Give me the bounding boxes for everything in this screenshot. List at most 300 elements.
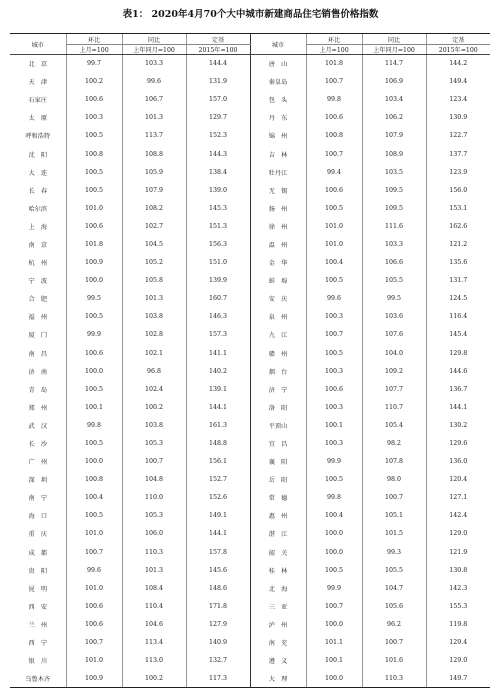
cell-mom: 100.6 <box>66 344 122 362</box>
cell-base: 152.3 <box>186 127 250 145</box>
cell-base: 156.1 <box>186 453 250 471</box>
cell-base: 124.5 <box>426 290 490 308</box>
cell-mom: 100.5 <box>306 471 362 489</box>
cell-mom: 101.8 <box>306 55 362 73</box>
cell-base: 123.4 <box>426 91 490 109</box>
cell-city: 昆 明 <box>28 585 48 593</box>
cell-yoy: 107.7 <box>362 380 426 398</box>
table-row <box>10 290 490 308</box>
cell-mom: 99.6 <box>306 290 362 308</box>
cell-mom: 100.8 <box>66 145 122 163</box>
cell-base: 136.7 <box>426 380 490 398</box>
cell-city: 武 汉 <box>28 422 48 430</box>
cell-city: 秦皇岛 <box>250 73 306 91</box>
table-row <box>10 597 490 615</box>
cell-base: 148.8 <box>186 434 250 452</box>
cell-yoy: 103.3 <box>122 55 186 73</box>
cell-mom: 100.5 <box>66 181 122 199</box>
cell-city: 湛 江 <box>250 525 306 543</box>
cell-mom: 99.8 <box>306 91 362 109</box>
cell-yoy: 104.7 <box>362 579 426 597</box>
table-row <box>10 145 490 163</box>
cell-yoy: 105.5 <box>362 561 426 579</box>
table-row <box>10 634 490 652</box>
cell-city: 洛 阳 <box>250 398 306 416</box>
cell-yoy: 98.2 <box>362 434 426 452</box>
cell-city: 温 州 <box>250 235 306 253</box>
cell-yoy: 102.1 <box>122 344 186 362</box>
cell-yoy: 103.8 <box>122 308 186 326</box>
table-row <box>10 543 490 561</box>
cell-city: 西 安 <box>28 603 48 611</box>
cell-base: 156.3 <box>186 235 250 253</box>
cell-base: 127.9 <box>186 615 250 633</box>
table-row <box>10 163 490 181</box>
cell-mom: 100.0 <box>66 362 122 380</box>
cell-mom: 100.2 <box>66 73 122 91</box>
cell-city: 济 南 <box>28 368 48 376</box>
table-row <box>10 652 490 670</box>
cell-yoy: 105.3 <box>122 507 186 525</box>
cell-city: 南 宁 <box>28 495 48 503</box>
table-row <box>10 434 490 452</box>
cell-city: 杭 州 <box>28 260 48 268</box>
cell-mom: 100.7 <box>306 73 362 91</box>
cell-yoy: 100.7 <box>362 634 426 652</box>
cell-mom: 101.8 <box>66 235 122 253</box>
cell-base: 121.2 <box>426 235 490 253</box>
cell-city: 泉 州 <box>250 308 306 326</box>
cell-city: 常 德 <box>250 489 306 507</box>
cell-mom: 100.1 <box>306 416 362 434</box>
cell-mom: 100.7 <box>306 326 362 344</box>
cell-base: 144.1 <box>426 398 490 416</box>
cell-city: 平顶山 <box>250 416 306 434</box>
table-row <box>10 109 490 127</box>
cell-mom: 100.0 <box>306 615 362 633</box>
cell-city: 襄 阳 <box>250 453 306 471</box>
cell-city: 南 充 <box>250 634 306 652</box>
table-row <box>10 380 490 398</box>
cell-city: 福 州 <box>28 314 48 322</box>
cell-city: 兰 州 <box>28 621 48 629</box>
table-row <box>10 326 490 344</box>
cell-mom: 100.5 <box>306 344 362 362</box>
cell-base: 129.0 <box>426 652 490 670</box>
cell-base: 139.1 <box>186 380 250 398</box>
cell-yoy: 102.7 <box>122 217 186 235</box>
cell-yoy: 106.9 <box>362 73 426 91</box>
cell-mom: 101.0 <box>66 579 122 597</box>
cell-base: 144.2 <box>426 55 490 73</box>
cell-base: 157.3 <box>186 326 250 344</box>
cell-mom: 99.5 <box>66 290 122 308</box>
cell-yoy: 102.8 <box>122 326 186 344</box>
cell-city: 合 肥 <box>28 296 48 304</box>
cell-yoy: 106.2 <box>362 109 426 127</box>
cell-mom: 99.7 <box>66 55 122 73</box>
cell-base: 127.1 <box>426 489 490 507</box>
cell-city: 遵 义 <box>250 652 306 670</box>
cell-yoy: 104.6 <box>122 615 186 633</box>
cell-base: 141.1 <box>186 344 250 362</box>
cell-yoy: 107.6 <box>362 326 426 344</box>
cell-yoy: 110.3 <box>362 670 426 688</box>
cell-mom: 101.0 <box>66 199 122 217</box>
cell-base: 131.7 <box>426 272 490 290</box>
cell-city: 惠 州 <box>250 507 306 525</box>
cell-base: 142.4 <box>426 507 490 525</box>
cell-yoy: 113.0 <box>122 652 186 670</box>
cell-yoy: 99.5 <box>362 290 426 308</box>
cell-mom: 99.4 <box>306 163 362 181</box>
cell-city: 上 海 <box>28 223 48 231</box>
cell-yoy: 100.7 <box>122 453 186 471</box>
cell-city: 北 京 <box>28 61 48 69</box>
column-subheader-yoy: 上年同月=100 <box>362 45 426 55</box>
cell-city: 郑 州 <box>28 404 48 412</box>
table-row <box>10 579 490 597</box>
table-row <box>10 507 490 525</box>
column-header-base: 定基 <box>186 34 250 45</box>
cell-yoy: 103.3 <box>362 235 426 253</box>
cell-city: 大 理 <box>250 670 306 688</box>
cell-city: 海 口 <box>28 513 48 521</box>
cell-base: 161.3 <box>186 416 250 434</box>
cell-yoy: 103.6 <box>362 308 426 326</box>
column-subheader-mom: 上月=100 <box>306 45 362 55</box>
cell-city: 哈尔滨 <box>28 205 48 213</box>
cell-city: 唐 山 <box>250 55 306 73</box>
table-row <box>10 217 490 235</box>
cell-mom: 100.5 <box>66 308 122 326</box>
cell-base: 129.4 <box>426 634 490 652</box>
cell-base: 156.0 <box>426 181 490 199</box>
cell-mom: 100.3 <box>306 362 362 380</box>
cell-city: 太 原 <box>28 115 48 123</box>
cell-yoy: 109.5 <box>362 181 426 199</box>
column-header-yoy: 同比 <box>122 34 186 45</box>
cell-city: 南 京 <box>28 241 48 249</box>
cell-city: 长 春 <box>28 187 48 195</box>
cell-base: 117.3 <box>186 670 250 688</box>
cell-yoy: 101.3 <box>122 561 186 579</box>
cell-mom: 101.0 <box>306 235 362 253</box>
table-row <box>10 471 490 489</box>
cell-mom: 100.3 <box>66 109 122 127</box>
cell-mom: 100.4 <box>306 507 362 525</box>
cell-city: 包 头 <box>250 91 306 109</box>
table-row <box>10 362 490 380</box>
cell-mom: 100.5 <box>66 434 122 452</box>
cell-mom: 100.4 <box>66 489 122 507</box>
table-row <box>10 344 490 362</box>
table-row <box>10 670 490 688</box>
cell-yoy: 103.5 <box>362 163 426 181</box>
cell-mom: 100.1 <box>306 652 362 670</box>
cell-base: 120.4 <box>426 471 490 489</box>
cell-yoy: 109.2 <box>362 362 426 380</box>
cell-mom: 100.6 <box>66 217 122 235</box>
cell-yoy: 110.4 <box>122 597 186 615</box>
table-row <box>10 127 490 145</box>
cell-base: 144.1 <box>186 525 250 543</box>
cell-yoy: 113.4 <box>122 634 186 652</box>
table-row <box>10 615 490 633</box>
cell-base: 144.3 <box>186 145 250 163</box>
cell-yoy: 99.6 <box>122 73 186 91</box>
cell-mom: 100.6 <box>306 380 362 398</box>
cell-yoy: 103.4 <box>362 91 426 109</box>
cell-city: 丹 东 <box>250 109 306 127</box>
table-row <box>10 308 490 326</box>
column-header-city: 城市 <box>250 34 306 55</box>
cell-city: 安 庆 <box>250 290 306 308</box>
cell-city: 南 昌 <box>28 350 48 358</box>
cell-yoy: 101.6 <box>362 652 426 670</box>
cell-yoy: 101.3 <box>122 109 186 127</box>
cell-mom: 100.4 <box>306 254 362 272</box>
cell-mom: 101.0 <box>66 652 122 670</box>
cell-city: 成 都 <box>28 549 48 557</box>
cell-yoy: 105.4 <box>362 416 426 434</box>
cell-city: 深 圳 <box>28 477 48 485</box>
cell-yoy: 106.0 <box>122 525 186 543</box>
cell-base: 149.1 <box>186 507 250 525</box>
table-row <box>10 235 490 253</box>
column-subheader-base: 2015年=100 <box>426 45 490 55</box>
cell-yoy: 107.8 <box>362 453 426 471</box>
cell-yoy: 110.0 <box>122 489 186 507</box>
cell-mom: 99.9 <box>306 579 362 597</box>
cell-base: 145.3 <box>186 199 250 217</box>
cell-base: 145.4 <box>426 326 490 344</box>
cell-yoy: 103.8 <box>122 416 186 434</box>
cell-base: 139.9 <box>186 272 250 290</box>
cell-base: 130.8 <box>426 561 490 579</box>
cell-base: 155.3 <box>426 597 490 615</box>
cell-city: 长 沙 <box>28 441 48 449</box>
cell-city: 蚌 埠 <box>250 272 306 290</box>
cell-yoy: 101.5 <box>362 525 426 543</box>
cell-yoy: 106.6 <box>362 254 426 272</box>
cell-mom: 99.8 <box>306 489 362 507</box>
table-row <box>10 561 490 579</box>
cell-city: 呼和浩特 <box>25 133 51 141</box>
cell-mom: 100.6 <box>66 91 122 109</box>
cell-base: 162.6 <box>426 217 490 235</box>
column-header-mom: 环比 <box>66 34 122 45</box>
cell-mom: 99.9 <box>306 453 362 471</box>
table-row <box>10 398 490 416</box>
cell-base: 153.1 <box>426 199 490 217</box>
cell-base: 135.6 <box>426 254 490 272</box>
cell-city: 三 亚 <box>250 597 306 615</box>
cell-city: 北 海 <box>250 579 306 597</box>
cell-city: 泸 州 <box>250 615 306 633</box>
cell-city: 沈 阳 <box>28 151 48 159</box>
cell-mom: 101.0 <box>66 525 122 543</box>
cell-mom: 100.5 <box>306 199 362 217</box>
cell-mom: 100.6 <box>306 109 362 127</box>
cell-base: 144.6 <box>426 362 490 380</box>
cell-base: 129.0 <box>426 525 490 543</box>
cell-yoy: 108.4 <box>122 579 186 597</box>
cell-mom: 100.3 <box>306 434 362 452</box>
cell-base: 157.0 <box>186 91 250 109</box>
cell-yoy: 105.9 <box>122 163 186 181</box>
cell-yoy: 105.6 <box>362 597 426 615</box>
cell-mom: 100.3 <box>306 398 362 416</box>
cell-yoy: 108.2 <box>122 199 186 217</box>
table-row <box>10 272 490 290</box>
cell-city: 无 锡 <box>250 181 306 199</box>
cell-base: 130.9 <box>426 109 490 127</box>
cell-base: 139.0 <box>186 181 250 199</box>
cell-yoy: 100.2 <box>122 670 186 688</box>
table-row <box>10 181 490 199</box>
cell-mom: 100.5 <box>66 507 122 525</box>
cell-base: 123.9 <box>426 163 490 181</box>
cell-mom: 99.9 <box>66 326 122 344</box>
cell-base: 138.4 <box>186 163 250 181</box>
cell-city: 贵 阳 <box>28 567 48 575</box>
cell-base: 136.0 <box>426 453 490 471</box>
table-row <box>10 489 490 507</box>
cell-yoy: 105.5 <box>362 272 426 290</box>
cell-mom: 100.5 <box>66 127 122 145</box>
cell-base: 137.7 <box>426 145 490 163</box>
cell-city: 天 津 <box>28 79 48 87</box>
cell-city: 宁 波 <box>28 278 48 286</box>
cell-city: 银 川 <box>28 658 48 666</box>
cell-yoy: 108.8 <box>122 145 186 163</box>
cell-mom: 100.0 <box>66 272 122 290</box>
cell-mom: 99.6 <box>66 561 122 579</box>
cell-yoy: 110.3 <box>122 543 186 561</box>
cell-base: 140.2 <box>186 362 250 380</box>
column-subheader-mom: 上月=100 <box>66 45 122 55</box>
cell-base: 132.7 <box>186 652 250 670</box>
cell-mom: 100.5 <box>66 380 122 398</box>
cell-base: 131.9 <box>186 73 250 91</box>
cell-base: 129.7 <box>186 109 250 127</box>
cell-yoy: 110.7 <box>362 398 426 416</box>
cell-city: 济 宁 <box>250 380 306 398</box>
cell-base: 144.1 <box>186 398 250 416</box>
cell-mom: 99.8 <box>66 416 122 434</box>
cell-base: 148.6 <box>186 579 250 597</box>
cell-mom: 100.5 <box>306 272 362 290</box>
cell-city: 厦 门 <box>28 332 48 340</box>
cell-mom: 100.8 <box>66 471 122 489</box>
cell-mom: 101.1 <box>306 634 362 652</box>
cell-mom: 100.6 <box>66 615 122 633</box>
table-row <box>10 91 490 109</box>
table-row <box>10 525 490 543</box>
column-header-base: 定基 <box>426 34 490 45</box>
cell-city: 乌鲁木齐 <box>10 670 66 688</box>
cell-yoy: 98.0 <box>362 471 426 489</box>
column-subheader-base: 2015年=100 <box>186 45 250 55</box>
cell-city: 西 宁 <box>28 640 48 648</box>
cell-mom: 100.3 <box>306 308 362 326</box>
cell-mom: 100.5 <box>66 163 122 181</box>
cell-base: 129.8 <box>426 344 490 362</box>
cell-city: 广 州 <box>28 459 48 467</box>
column-header-yoy: 同比 <box>362 34 426 45</box>
table-row <box>10 199 490 217</box>
cell-base: 149.7 <box>426 670 490 688</box>
cell-mom: 100.0 <box>306 543 362 561</box>
cell-yoy: 105.8 <box>122 272 186 290</box>
cell-mom: 100.6 <box>66 597 122 615</box>
cell-city: 石家庄 <box>28 97 48 105</box>
cell-base: 145.6 <box>186 561 250 579</box>
cell-yoy: 104.0 <box>362 344 426 362</box>
cell-base: 151.3 <box>186 217 250 235</box>
cell-city: 岳 阳 <box>250 471 306 489</box>
cell-mom: 101.0 <box>306 217 362 235</box>
cell-mom: 100.9 <box>66 254 122 272</box>
cell-base: 157.8 <box>186 543 250 561</box>
cell-yoy: 104.8 <box>122 471 186 489</box>
cell-base: 122.7 <box>426 127 490 145</box>
cell-mom: 100.6 <box>306 181 362 199</box>
cell-yoy: 108.9 <box>362 145 426 163</box>
cell-yoy: 96.8 <box>122 362 186 380</box>
cell-yoy: 109.5 <box>362 199 426 217</box>
price-index-table <box>10 33 490 688</box>
cell-city: 赣 州 <box>250 344 306 362</box>
table-title: 表1： 2020年4月70个大中城市新建商品住宅销售价格指数 <box>122 9 379 20</box>
cell-mom: 100.0 <box>306 670 362 688</box>
cell-base: 171.8 <box>186 597 250 615</box>
table-row <box>10 254 490 272</box>
cell-mom: 100.7 <box>66 543 122 561</box>
cell-city: 韶 关 <box>250 543 306 561</box>
cell-city: 重 庆 <box>28 531 48 539</box>
cell-mom: 100.5 <box>306 561 362 579</box>
cell-mom: 100.8 <box>306 127 362 145</box>
cell-city: 金 华 <box>250 254 306 272</box>
cell-yoy: 100.2 <box>122 398 186 416</box>
cell-yoy: 102.4 <box>122 380 186 398</box>
cell-yoy: 114.7 <box>362 55 426 73</box>
cell-city: 锦 州 <box>250 127 306 145</box>
cell-yoy: 96.2 <box>362 615 426 633</box>
cell-city: 宜 昌 <box>250 434 306 452</box>
cell-yoy: 107.9 <box>362 127 426 145</box>
cell-base: 160.7 <box>186 290 250 308</box>
cell-mom: 100.1 <box>66 398 122 416</box>
cell-city: 烟 台 <box>250 362 306 380</box>
cell-yoy: 100.7 <box>362 489 426 507</box>
table-row <box>10 453 490 471</box>
cell-city: 大 连 <box>28 169 48 177</box>
cell-base: 152.6 <box>186 489 250 507</box>
cell-yoy: 111.6 <box>362 217 426 235</box>
cell-mom: 100.7 <box>306 145 362 163</box>
column-header-city: 城市 <box>10 34 66 55</box>
cell-city: 牡丹江 <box>250 163 306 181</box>
cell-city: 青 岛 <box>28 386 48 394</box>
cell-city: 徐 州 <box>250 217 306 235</box>
cell-yoy: 104.5 <box>122 235 186 253</box>
cell-base: 129.6 <box>426 434 490 452</box>
cell-mom: 100.7 <box>66 634 122 652</box>
table-row <box>10 416 490 434</box>
